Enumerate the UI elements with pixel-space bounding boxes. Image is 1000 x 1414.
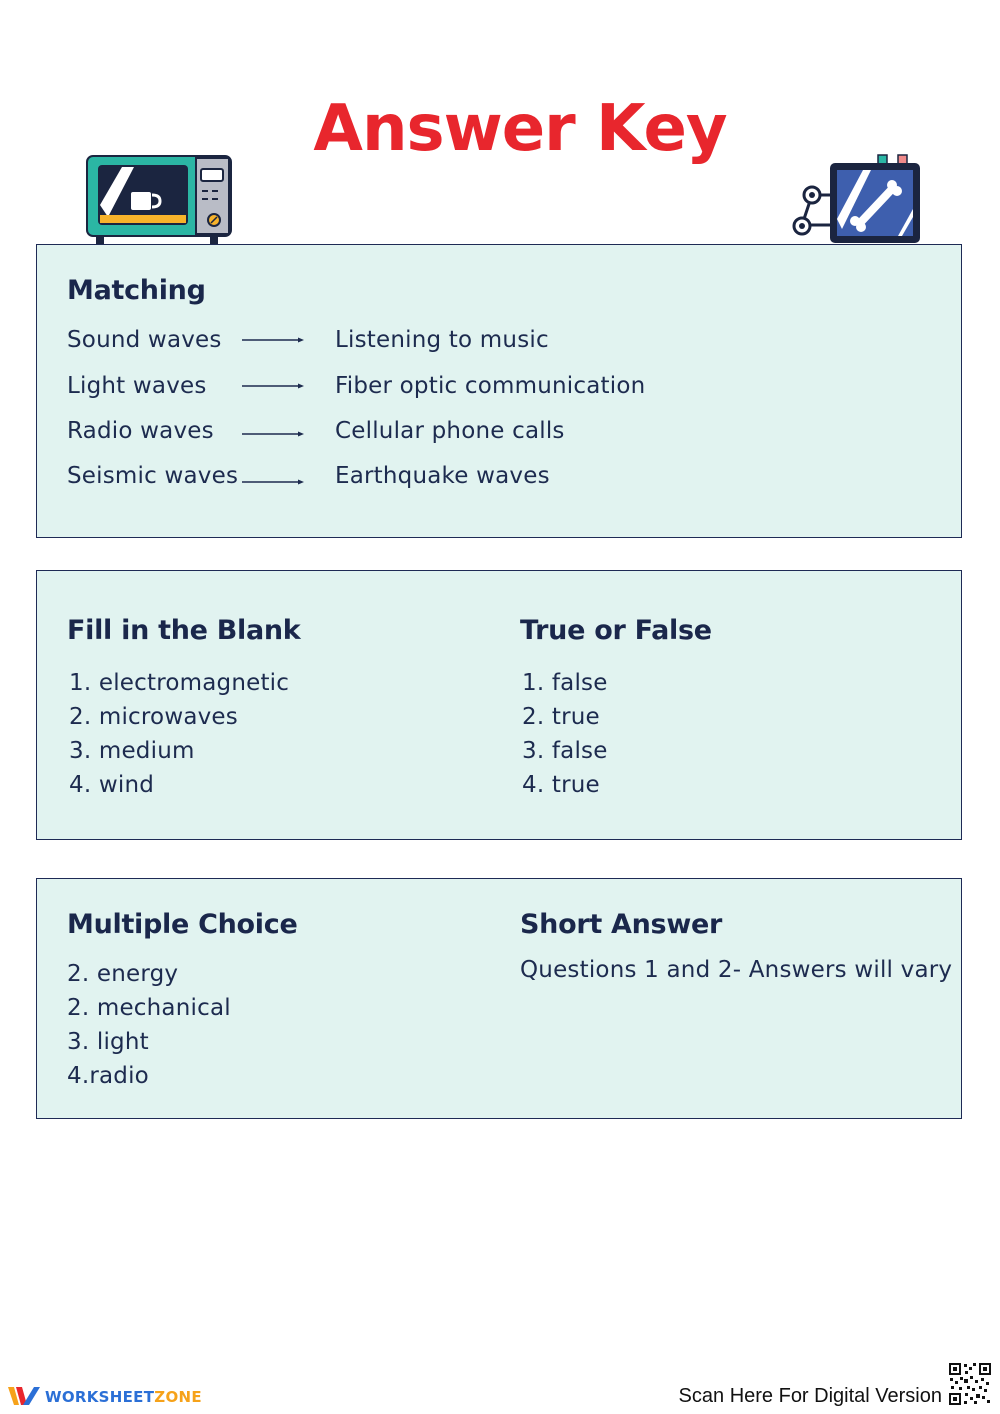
short-answer-heading: Short Answer: [520, 909, 722, 940]
list-item: 1. false: [522, 670, 608, 696]
list-item: 2. microwaves: [69, 704, 238, 730]
matching-heading: Matching: [67, 275, 206, 306]
microwave-oven-icon: [86, 155, 232, 245]
list-item: 3. light: [67, 1029, 149, 1055]
matching-term: Sound waves: [67, 327, 222, 353]
list-item: 1. electromagnetic: [69, 670, 290, 696]
qr-code-icon[interactable]: [948, 1362, 992, 1406]
xray-machine-icon: [788, 153, 922, 245]
matching-section: [36, 244, 962, 538]
right-arrow-icon: [242, 381, 304, 391]
matching-term: Seismic waves: [67, 463, 239, 489]
multiple-choice-short-answer-section: [36, 878, 962, 1119]
page-title: Answer Key: [313, 92, 727, 166]
brand-name-part1: WORKSHEET: [45, 1388, 155, 1406]
scan-instruction: Scan Here For Digital Version: [678, 1385, 942, 1407]
right-arrow-icon: [242, 335, 304, 345]
fill-in-blank-heading: Fill in the Blank: [67, 615, 301, 646]
list-item: 4. true: [522, 772, 600, 798]
list-item: 3. false: [522, 738, 608, 764]
short-answer-text: Questions 1 and 2- Answers will vary: [520, 957, 953, 983]
matching-term: Light waves: [67, 373, 207, 399]
worksheet-zone-logo-icon: [8, 1385, 40, 1409]
matching-term: Radio waves: [67, 418, 214, 444]
brand-name-part2: ZONE: [154, 1388, 202, 1406]
multiple-choice-heading: Multiple Choice: [67, 909, 298, 940]
list-item: 2. true: [522, 704, 600, 730]
worksheet-zone-logo[interactable]: [8, 1384, 202, 1410]
matching-answer: Listening to music: [335, 327, 549, 353]
right-arrow-icon: [242, 477, 304, 487]
list-item: 2. energy: [67, 961, 179, 987]
matching-answer: Earthquake waves: [335, 463, 550, 489]
matching-answer: Cellular phone calls: [335, 418, 565, 444]
list-item: 4. wind: [69, 772, 155, 798]
list-item: 2. mechanical: [67, 995, 231, 1021]
list-item: 4.radio: [67, 1063, 149, 1089]
list-item: 3. medium: [69, 738, 195, 764]
matching-answer: Fiber optic communication: [335, 373, 646, 399]
true-false-list: [522, 666, 608, 802]
right-arrow-icon: [242, 429, 304, 439]
multiple-choice-list: [67, 957, 231, 1093]
fill-in-blank-list: [69, 666, 289, 802]
true-false-heading: True or False: [520, 615, 712, 646]
fill-true-false-section: [36, 570, 962, 840]
